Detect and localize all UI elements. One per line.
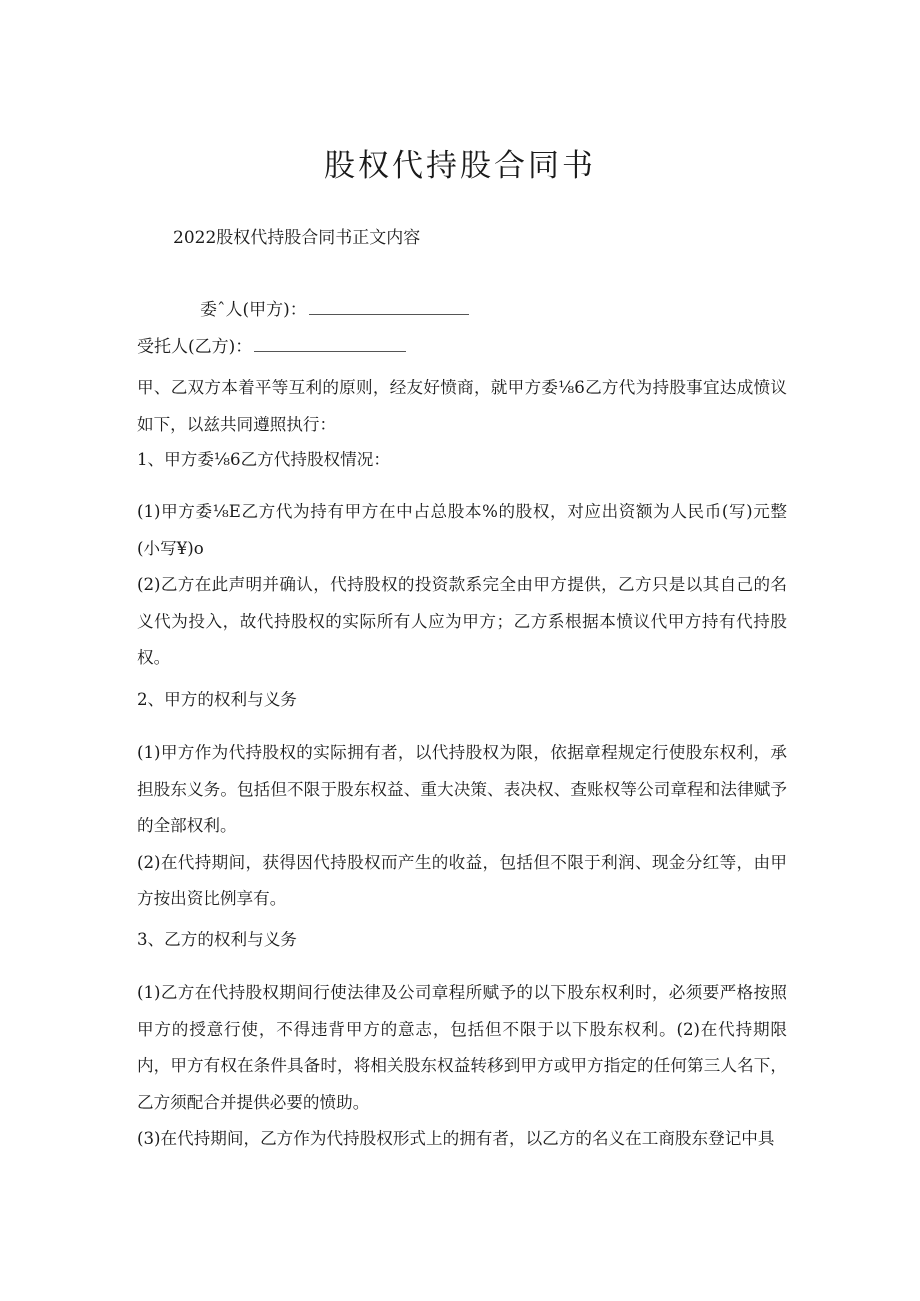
trustee-field <box>137 335 406 359</box>
section-3-body <box>137 975 787 1158</box>
section-2-heading: 2、甲方的权利与义务 <box>137 690 297 709</box>
client-field <box>200 298 469 322</box>
intro-text: 甲、乙双方本着平等互利的原则，经友好愤商，就甲方委⅛6乙方代为持股事宜达成愤议如下，以兹共同遵照执行： <box>137 378 787 434</box>
section-1-heading: 1、甲方委⅛6乙方代持股权情况： <box>137 450 390 469</box>
section-3-heading: 3、乙方的权利与义务 <box>137 930 297 949</box>
trustee-label: 受托人(乙方)： <box>137 337 253 357</box>
intro-paragraph <box>137 370 787 443</box>
section-3-paragraph-2: (3)在代持期间，乙方作为代持股权形式上的拥有者，以乙方的名义在工商股东登记中具 <box>137 1129 775 1148</box>
document-title: 股权代持股合同书 <box>324 148 596 184</box>
trustee-blank-line <box>254 337 406 352</box>
section-2-paragraph-1: (1)甲方作为代持股权的实际拥有者，以代持股权为限，依据章程规定行使股东权利，承担股东义务。包括但不限于股东权益、重大决策、表决权、查账权等公司章程和法律赋予的全部权利。 <box>137 743 787 835</box>
section-2-paragraph-2: (2)在代持期间，获得因代持股权而产生的收益，包括但不限于利润、现金分红等，由甲方按出资比例享有。 <box>137 852 787 908</box>
section-1-body <box>137 494 787 677</box>
client-label: 委ˆ人(甲方)： <box>200 300 307 320</box>
section-1-paragraph-2: (2)乙方在此声明并确认，代持股权的投资款系完全由甲方提供，乙方只是以其自己的名义代为投入，故代持股权的实际所有人应为甲方；乙方系根据本愤议代甲方持有代持股权。 <box>137 575 787 667</box>
section-2-body <box>137 735 787 918</box>
document-subtitle: 2022股权代持股合同书正文内容 <box>173 228 421 248</box>
section-1-paragraph-1: (1)甲方委⅛E乙方代为持有甲方在中占总股本%的股权，对应出资额为人民币(写)元整(小写¥)o <box>137 502 787 558</box>
client-blank-line <box>309 300 469 315</box>
section-3-paragraph-1: (1)乙方在代持股权期间行使法律及公司章程所赋予的以下股东权利时，必须要严格按照甲方的授意行使，不得违背甲方的意志，包括但不限于以下股东权利。(2)在代持期限内，甲方有权在条件具备时，将相关股东权益转移到甲方或甲方指定的任何第三人名下，乙方须配合并提供必要的愤助。 <box>137 983 787 1112</box>
